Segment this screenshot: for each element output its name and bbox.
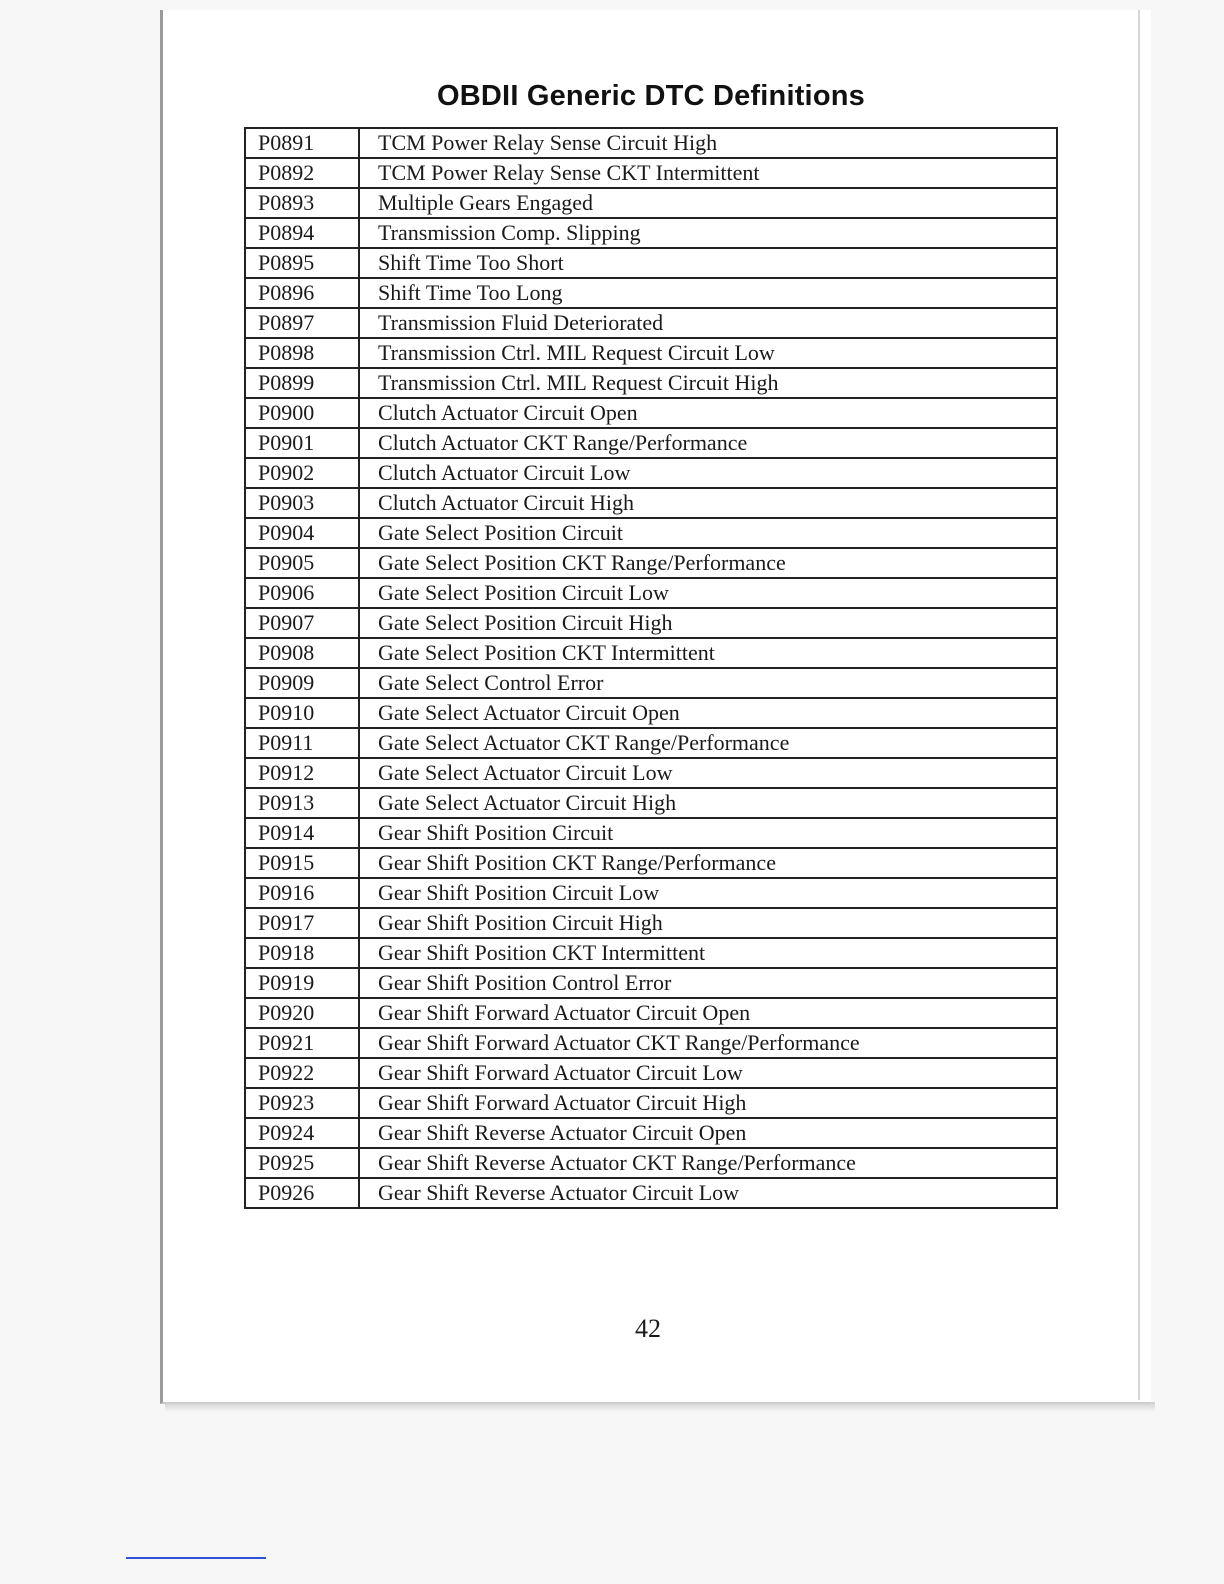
dtc-code: P0895 [245, 248, 359, 278]
dtc-description: Gear Shift Reverse Actuator CKT Range/Performance [359, 1148, 1057, 1178]
dtc-code: P0917 [245, 908, 359, 938]
table-row [245, 1178, 1057, 1208]
dtc-code: P0923 [245, 1088, 359, 1118]
dtc-description: Gear Shift Position Circuit Low [359, 878, 1057, 908]
dtc-description: Shift Time Too Long [359, 278, 1057, 308]
table-row [245, 368, 1057, 398]
scan-link-underline [126, 1557, 266, 1559]
dtc-description: Gate Select Position Circuit High [359, 608, 1057, 638]
dtc-description: Transmission Fluid Deteriorated [359, 308, 1057, 338]
dtc-description: Gear Shift Reverse Actuator Circuit Low [359, 1178, 1057, 1208]
dtc-description: Gear Shift Forward Actuator Circuit High [359, 1088, 1057, 1118]
dtc-code: P0893 [245, 188, 359, 218]
table-row [245, 128, 1057, 158]
table-row [245, 338, 1057, 368]
table-row [245, 1148, 1057, 1178]
dtc-description: Transmission Ctrl. MIL Request Circuit Low [359, 338, 1057, 368]
table-row [245, 1088, 1057, 1118]
dtc-code: P0912 [245, 758, 359, 788]
dtc-code: P0906 [245, 578, 359, 608]
dtc-code: P0910 [245, 698, 359, 728]
dtc-description: Gate Select Position Circuit Low [359, 578, 1057, 608]
dtc-code: P0896 [245, 278, 359, 308]
dtc-code: P0918 [245, 938, 359, 968]
table-row [245, 788, 1057, 818]
dtc-code: P0892 [245, 158, 359, 188]
dtc-code: P0905 [245, 548, 359, 578]
dtc-table [244, 127, 1058, 1209]
dtc-description: Gear Shift Forward Actuator Circuit Low [359, 1058, 1057, 1088]
table-row [245, 608, 1057, 638]
table-row [245, 758, 1057, 788]
dtc-description: Clutch Actuator CKT Range/Performance [359, 428, 1057, 458]
dtc-description: Gate Select Position Circuit [359, 518, 1057, 548]
dtc-description: Gate Select Position CKT Range/Performance [359, 548, 1057, 578]
table-row [245, 548, 1057, 578]
dtc-description: Transmission Comp. Slipping [359, 218, 1057, 248]
dtc-code: P0915 [245, 848, 359, 878]
dtc-code: P0904 [245, 518, 359, 548]
dtc-code: P0922 [245, 1058, 359, 1088]
dtc-code: P0909 [245, 668, 359, 698]
dtc-code: P0924 [245, 1118, 359, 1148]
table-row [245, 638, 1057, 668]
dtc-description: Gear Shift Position CKT Range/Performance [359, 848, 1057, 878]
dtc-description: Gear Shift Forward Actuator CKT Range/Performance [359, 1028, 1057, 1058]
table-row [245, 968, 1057, 998]
table-row [245, 878, 1057, 908]
dtc-code: P0911 [245, 728, 359, 758]
table-row [245, 818, 1057, 848]
table-row [245, 998, 1057, 1028]
table-row [245, 698, 1057, 728]
dtc-description: Gear Shift Position CKT Intermittent [359, 938, 1057, 968]
page-title: OBDII Generic DTC Definitions [437, 80, 865, 112]
dtc-description: Shift Time Too Short [359, 248, 1057, 278]
dtc-description: Gate Select Actuator Circuit Low [359, 758, 1057, 788]
dtc-code: P0913 [245, 788, 359, 818]
dtc-description: Clutch Actuator Circuit High [359, 488, 1057, 518]
dtc-description: Multiple Gears Engaged [359, 188, 1057, 218]
dtc-description: Gear Shift Reverse Actuator Circuit Open [359, 1118, 1057, 1148]
dtc-description: Gear Shift Position Circuit [359, 818, 1057, 848]
dtc-code: P0891 [245, 128, 359, 158]
dtc-code: P0907 [245, 608, 359, 638]
dtc-code: P0926 [245, 1178, 359, 1208]
dtc-description: Gate Select Actuator CKT Range/Performance [359, 728, 1057, 758]
dtc-code: P0898 [245, 338, 359, 368]
table-row [245, 518, 1057, 548]
table-row [245, 458, 1057, 488]
table-row [245, 1058, 1057, 1088]
table-row [245, 248, 1057, 278]
dtc-code: P0916 [245, 878, 359, 908]
table-row [245, 908, 1057, 938]
table-row [245, 188, 1057, 218]
table-row [245, 848, 1057, 878]
table-row [245, 1118, 1057, 1148]
table-row [245, 428, 1057, 458]
table-row [245, 488, 1057, 518]
dtc-code: P0914 [245, 818, 359, 848]
page-number: 42 [635, 1314, 661, 1343]
dtc-code: P0894 [245, 218, 359, 248]
dtc-code: P0902 [245, 458, 359, 488]
dtc-description: Transmission Ctrl. MIL Request Circuit High [359, 368, 1057, 398]
dtc-table-body [245, 128, 1057, 1208]
table-row [245, 578, 1057, 608]
page-bottom-shadow [165, 1402, 1155, 1412]
dtc-description: Gate Select Actuator Circuit High [359, 788, 1057, 818]
dtc-code: P0899 [245, 368, 359, 398]
dtc-code: P0919 [245, 968, 359, 998]
dtc-code: P0925 [245, 1148, 359, 1178]
dtc-description: Clutch Actuator Circuit Open [359, 398, 1057, 428]
dtc-code: P0920 [245, 998, 359, 1028]
table-row [245, 938, 1057, 968]
dtc-description: Gate Select Actuator Circuit Open [359, 698, 1057, 728]
table-row [245, 308, 1057, 338]
dtc-code: P0900 [245, 398, 359, 428]
dtc-code: P0901 [245, 428, 359, 458]
dtc-description: Clutch Actuator Circuit Low [359, 458, 1057, 488]
table-row [245, 1028, 1057, 1058]
dtc-description: Gear Shift Position Control Error [359, 968, 1057, 998]
table-row [245, 158, 1057, 188]
dtc-description: TCM Power Relay Sense Circuit High [359, 128, 1057, 158]
dtc-description: Gear Shift Forward Actuator Circuit Open [359, 998, 1057, 1028]
dtc-description: Gate Select Control Error [359, 668, 1057, 698]
table-row [245, 668, 1057, 698]
table-row [245, 728, 1057, 758]
page-right-edge [1138, 10, 1140, 1400]
table-row [245, 278, 1057, 308]
dtc-code: P0921 [245, 1028, 359, 1058]
dtc-description: Gear Shift Position Circuit High [359, 908, 1057, 938]
dtc-description: TCM Power Relay Sense CKT Intermittent [359, 158, 1057, 188]
table-row [245, 398, 1057, 428]
dtc-code: P0897 [245, 308, 359, 338]
dtc-description: Gate Select Position CKT Intermittent [359, 638, 1057, 668]
dtc-code: P0908 [245, 638, 359, 668]
table-row [245, 218, 1057, 248]
dtc-code: P0903 [245, 488, 359, 518]
